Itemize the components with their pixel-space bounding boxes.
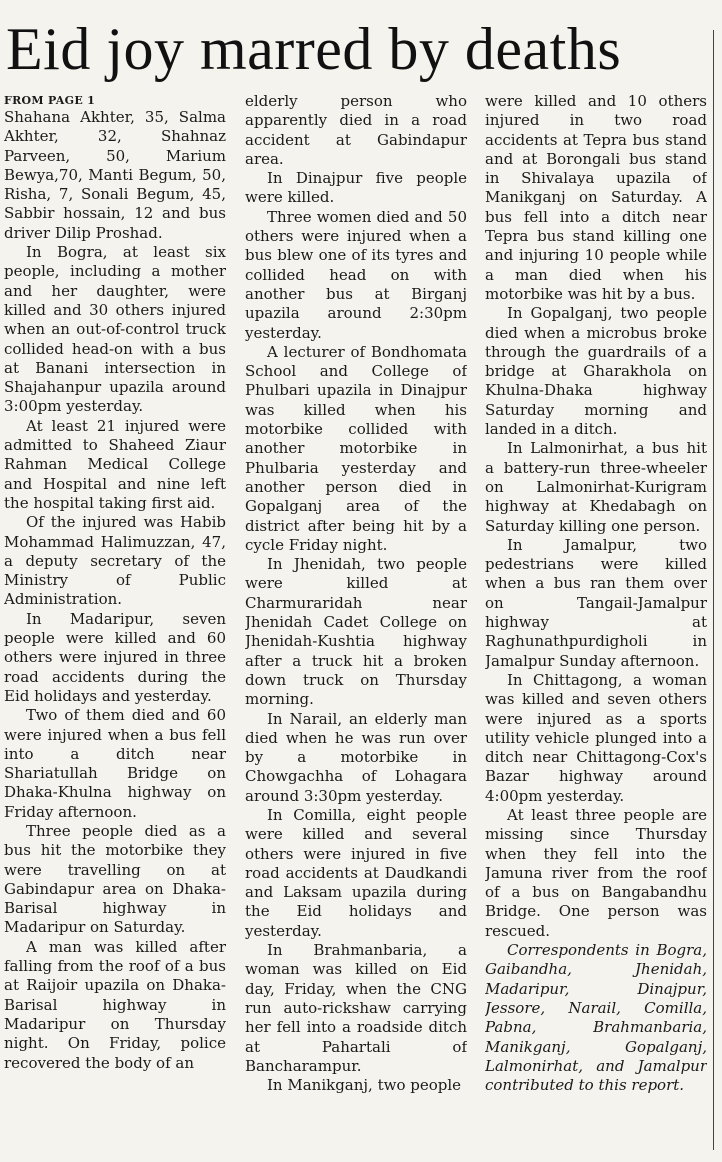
paragraph: In Lalmonirhat, a bus hit a battery-run three-wheeler on Lalmonirhat-Kurigram highway at Khedabagh on Saturday killing one person. (485, 439, 707, 535)
paragraph: In Brahmanbaria, a woman was killed on Eid day, Friday, when the CNG run auto-rickshaw carrying her fell into a roadside ditch at Pahartali of Bancharampur. (245, 941, 467, 1075)
paragraph: In Comilla, eight people were killed and several others were injured in five road accidents at Daudkandi and Laksam upazila during the Eid holidays and yesterday. (245, 805, 467, 940)
column-2 (245, 92, 467, 1158)
paragraph: In Narail, an elderly man died when he was run over by a motorbike in Chowgachha of Lohagara around 3:30pm yesterday. (245, 709, 467, 805)
paragraph: In Dinajpur five people were killed. (245, 169, 467, 207)
paragraph: Three people died as a bus hit the motorbike they were travelling on at Gabindapur area on Dhaka-Barisal highway in Madaripur on Saturday. (4, 821, 226, 937)
paragraph: At least 21 injured were admitted to Shaheed Ziaur Rahman Medical College and Hospital and nine left the hospital taking first aid. (4, 416, 226, 512)
paragraph: A lecturer of Bondhomata School and College of Phulbari upazila in Dinajpur was killed when his motorbike collided with another motorbike in Phulbaria yesterday and another person died in Gopalganj area of the district after being hit by a cycle Friday night. (245, 342, 467, 554)
continuation-kicker: FROM PAGE 1 (4, 94, 96, 107)
paragraph: Two of them died and 60 were injured when a bus fell into a ditch near Shariatullah Bridge on Dhaka-Khulna highway on Friday afternoon. (4, 706, 226, 821)
paragraph: Three women died and 50 others were injured when a bus blew one of its tyres and collided head on with another bus at Birganj upazila around 2:30pm yesterday. (245, 207, 467, 342)
paragraph: At least three people are missing since Thursday when they fell into the Jamuna river from the roof of a bus on Bangabandhu Bridge. One person was rescued. (485, 805, 707, 940)
paragraph: In Bogra, at least six people, including a mother and her daughter, were killed and 30 others injured when an out-of-control truck collided head-on with a bus at Banani intersection in Shajahanpur upazila around 3:00pm yesterday. (4, 243, 226, 416)
paragraph: Shahana Akhter, 35, Salma Akhter, 32, Shahnaz Parveen, 50, Marium Bewya,70, Manti Begum, 50, Risha, 7, Sonali Begum, 45, Sabbir hossain, 12 and bus driver Dilip Proshad. (4, 108, 226, 242)
paragraph: were killed and 10 others injured in two road accidents at Tepra bus stand and at Borongali bus stand in Shivalaya upazila of Manikganj on Saturday. A bus fell into a ditch near Tepra bus stand killing one and injuring 10 people while a man died when his motorbike was hit by a bus. (485, 92, 707, 303)
paragraph: In Jamalpur, two pedestrians were killed when a bus ran them over on Tangail-Jamalpur highway at Raghunathpurdigholi in Jamalpur Sunday afternoon. (485, 535, 707, 670)
paragraph: In Chittagong, a woman was killed and seven others were injured as a sports utility vehicle plunged into a ditch near Chittagong-Cox's Bazar highway around 4:00pm yesterday. (485, 670, 707, 805)
paragraph: In Gopalganj, two people died when a microbus broke through the guardrails of a bridge at Gharakhola on Khulna-Dhaka highway Saturday morning and landed in a ditch. (485, 304, 707, 439)
paragraph: Of the injured was Habib Mohammad Halimuzzan, 47, a deputy secretary of the Ministry of Public Administration. (4, 513, 226, 609)
paragraph: In Manikganj, two people (267, 1076, 462, 1095)
correspondents-credit: Correspondents in Bogra, Gaibandha, Jhenidah, Madaripur, Dinajpur, Jessore, Narail, Comilla, Pabna, Brahmanbaria, Manikganj, Gopalganj, Lalmonirhat, and Jamalpur contributed to this report. (485, 941, 707, 1095)
column-3 (485, 92, 707, 1158)
paragraph: In Madaripur, seven people were killed and 60 others were injured in three road accidents during the Eid holidays and yesterday. (4, 609, 226, 705)
paragraph: A man was killed after falling from the roof of a bus at Raijoir upazila on Dhaka-Barisal highway in Madaripur on Thursday night. On Friday, police recovered the body of an (4, 937, 226, 1072)
column-1 (4, 94, 226, 1160)
column-rule (713, 30, 714, 1150)
headline: Eid joy marred by deaths (6, 16, 622, 82)
paragraph: elderly person who apparently died in a road accident at Gabindapur area. (245, 92, 467, 168)
paragraph: In Jhenidah, two people were killed at Charmuraridah near Jhenidah Cadet College on Jhenidah-Kushtia highway after a truck hit a broken down truck on Thursday morning. (245, 555, 467, 709)
